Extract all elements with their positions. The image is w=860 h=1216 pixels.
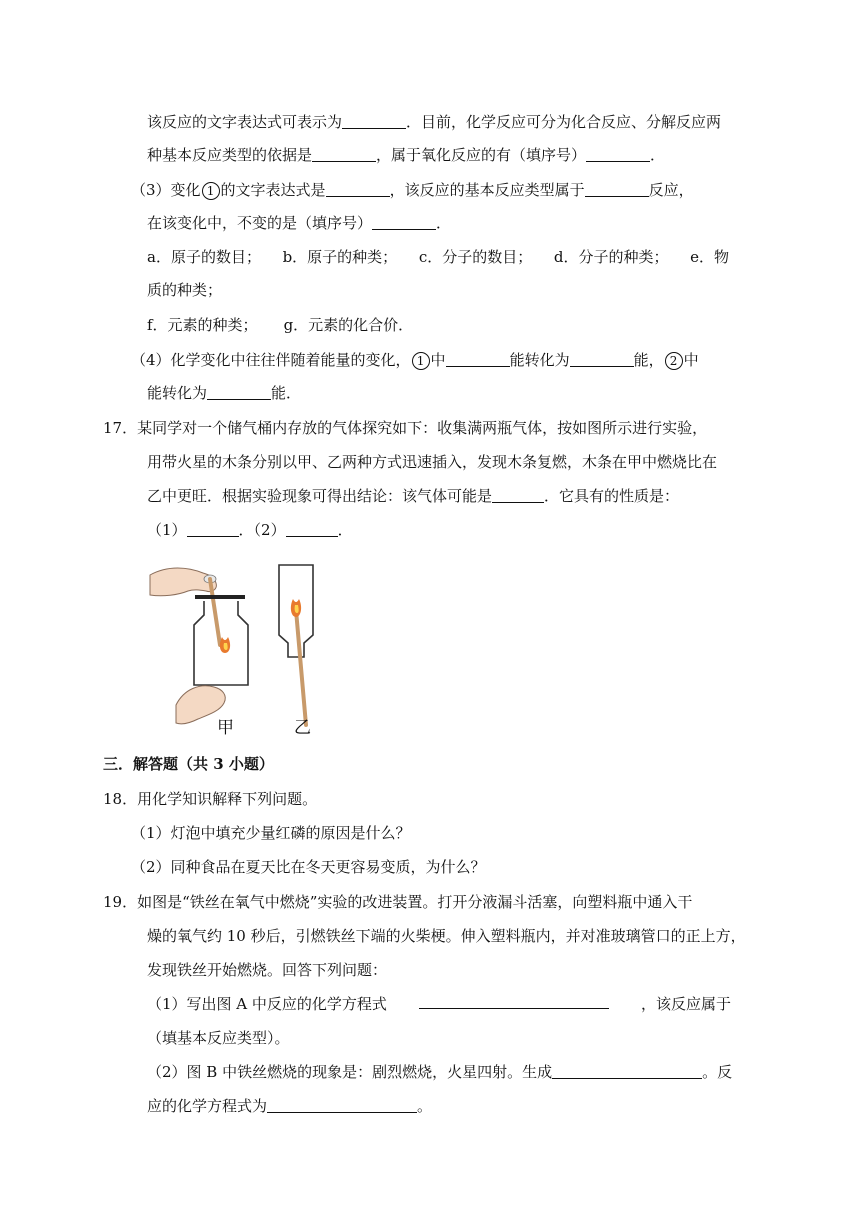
option-c: c．分子的数目； (418, 248, 533, 266)
answer-blank[interactable] (570, 352, 634, 367)
option-b: b．原子的种类； (282, 248, 398, 266)
answer-blank[interactable] (419, 994, 609, 1009)
circled-number: 2 (665, 352, 683, 370)
q16-part-4-line-2: 能转化为 能． (147, 384, 302, 402)
q16-part-4: （4）化学变化中往往伴随着能量的变化， 1 中 能转化为 能， 2 中 (131, 351, 699, 369)
wood-splint-yi (296, 610, 306, 725)
answer-blank[interactable] (586, 147, 650, 162)
answer-blank[interactable] (312, 147, 376, 162)
q18-stem: 18．用化学知识解释下列问题。 (103, 790, 318, 808)
q17-line-4: （1） ．（2） ． (147, 521, 353, 539)
q18-part-2: （2）同种食品在夏天比在冬天更容易变质，为什么？ (131, 858, 486, 876)
q17-experiment-figure (148, 555, 348, 740)
circled-number: 1 (202, 182, 220, 200)
q16-part-3: （3）变化 1 的文字表达式是 ，该反应的基本反应类型属于 反应， (131, 181, 694, 199)
section-3-title: 三．解答题（共 3 小题） (103, 755, 274, 773)
answer-blank[interactable] (585, 182, 649, 197)
q16-line-2: 种基本反应类型的依据是 ，属于氧化反应的有（填序号） ． (147, 146, 666, 164)
q17-line-2: 用带火星的木条分别以甲、乙两种方式迅速插入，发现木条复燃，木条在甲中燃烧比在 (147, 453, 718, 471)
q17-line-1: 17．某同学对一个储气桶内存放的气体探究如下：收集满两瓶气体，按如图所示进行实验， (103, 419, 708, 437)
answer-blank[interactable] (286, 522, 338, 537)
q18-part-1: （1）灯泡中填充少量红磷的原因是什么？ (131, 824, 411, 842)
figure-label-yi: 乙 (294, 718, 311, 738)
q16-part-3-line-2: 在该变化中，不变的是（填序号） ． (147, 214, 452, 232)
answer-blank[interactable] (552, 1064, 702, 1079)
q19-part-2: （2）图 B 中铁丝燃烧的现象是：剧烈燃烧，火星四射。生成 。反 (147, 1063, 733, 1081)
hand-top-illustration (150, 568, 216, 596)
glass-plate (195, 595, 245, 599)
option-g: g．元素的化合价． (283, 316, 414, 334)
q19-part-2-line-2: 应的化学方程式为 。 (147, 1097, 433, 1115)
q19-line-1: 19．如图是“铁丝在氧气中燃烧”实验的改进装置。打开分液漏斗活塞，向塑料瓶中通入干 (103, 893, 693, 911)
answer-blank[interactable] (267, 1098, 417, 1113)
option-e: e．物 (690, 248, 729, 266)
answer-blank[interactable] (446, 352, 510, 367)
q16-options-row-3 (147, 315, 413, 335)
q19-line-2: 燥的氧气约 10 秒后，引燃铁丝下端的火柴梗。伸入塑料瓶内，并对准玻璃管口的正上方， (147, 927, 746, 945)
q17-line-3: 乙中更旺．根据实验现象可得出结论：该气体可能是 ．它具有的性质是： (147, 487, 680, 505)
q19-part-1-line-2: （填基本反应类型）。 (147, 1029, 290, 1047)
q16-options-row-2: 质的种类； (147, 281, 223, 299)
answer-blank[interactable] (187, 522, 239, 537)
answer-blank[interactable] (492, 488, 544, 503)
answer-blank[interactable] (342, 114, 406, 129)
answer-blank[interactable] (207, 385, 271, 400)
option-f: f．元素的种类； (147, 316, 258, 334)
q16-line-1: 该反应的文字表达式可表示为 ．目前，化学反应可分为化合反应、分解反应两 (147, 113, 722, 131)
q19-line-3: 发现铁丝开始燃烧。回答下列问题： (147, 961, 388, 979)
q16-options-row-1 (147, 247, 729, 267)
option-d: d．分子的种类； (553, 248, 669, 266)
experiment-illustration (148, 555, 348, 740)
option-a: a．原子的数目； (147, 248, 261, 266)
figure-label-jia: 甲 (217, 718, 234, 738)
q19-part-1: （1）写出图 A 中反应的化学方程式 ，该反应属于 (147, 995, 731, 1013)
answer-blank[interactable] (372, 215, 436, 230)
circled-number: 1 (412, 352, 430, 370)
answer-blank[interactable] (326, 182, 390, 197)
